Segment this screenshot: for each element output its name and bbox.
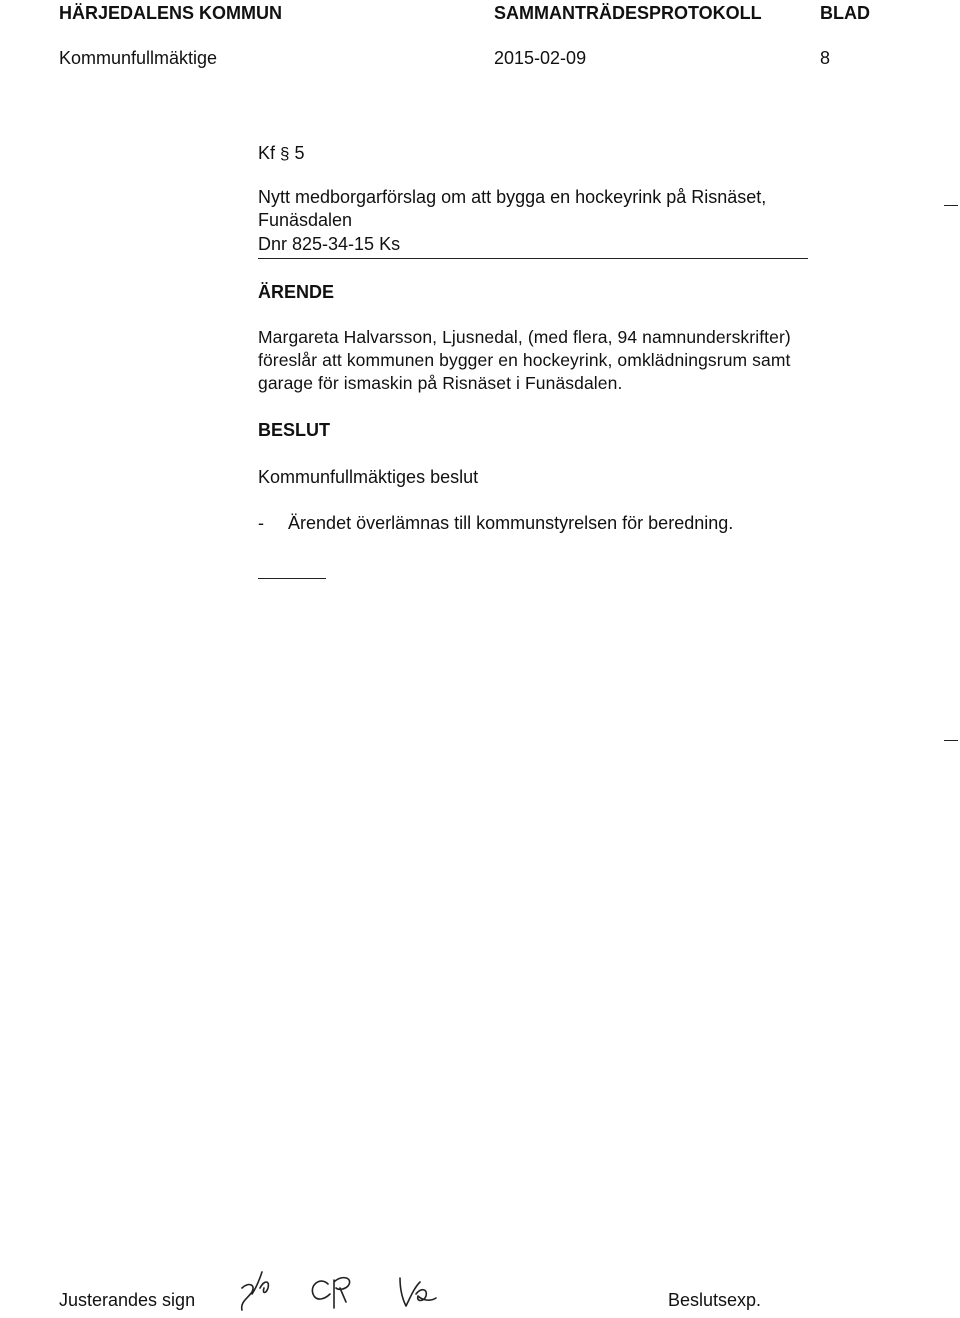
arende-line2: föreslår att kommunen bygger en hockeyrink, omklädningsrum samt — [258, 350, 791, 370]
body-name: Kommunfullmäktige — [59, 48, 218, 68]
margin-mark-top — [944, 205, 958, 206]
case-title-line1: Nytt medborgarförslag om att bygga en hockeyrink på Risnäset, — [258, 187, 767, 207]
beslut-item — [258, 512, 733, 535]
signature-1 — [242, 1272, 269, 1310]
organization-name: HÄRJEDALENS KOMMUN — [59, 3, 283, 23]
margin-mark-mid — [944, 740, 958, 741]
section-sign: § — [280, 144, 290, 163]
beslut-item-text: Ärendet överlämnas till kommunstyrelsen för beredning. — [288, 513, 734, 533]
sheet-label: BLAD — [820, 3, 870, 23]
handwritten-signatures — [230, 1258, 450, 1318]
case-title-line2: Funäsdalen — [258, 210, 353, 230]
beslut-heading: BESLUT — [258, 420, 330, 440]
arende-heading: ÄRENDE — [258, 282, 335, 302]
sign-label: Justerandes sign — [59, 1290, 196, 1310]
paragraph-prefix: Kf — [258, 143, 276, 163]
paragraph-number: 5 — [294, 143, 305, 163]
bullet-dash: - — [258, 513, 264, 533]
signature-3 — [400, 1278, 436, 1306]
signature-2 — [312, 1278, 349, 1308]
arende-line1: Margareta Halvarsson, Ljusnedal, (med flera, 94 namnunderskrifter) — [258, 327, 791, 347]
title-underline — [258, 258, 808, 259]
beslutsexp-label: Beslutsexp. — [668, 1290, 762, 1310]
case-dnr: Dnr 825-34-15 Ks — [258, 234, 401, 254]
arende-line3: garage för ismaskin på Risnäset i Funäsdalen. — [258, 373, 623, 393]
meeting-date: 2015-02-09 — [494, 48, 587, 68]
document-type: SAMMANTRÄDESPROTOKOLL — [494, 3, 762, 23]
beslut-subheading: Kommunfullmäktiges beslut — [258, 467, 479, 487]
paragraph-ref — [258, 142, 305, 165]
sheet-number: 8 — [820, 48, 831, 68]
end-rule — [258, 578, 326, 579]
arende-text — [258, 326, 878, 395]
